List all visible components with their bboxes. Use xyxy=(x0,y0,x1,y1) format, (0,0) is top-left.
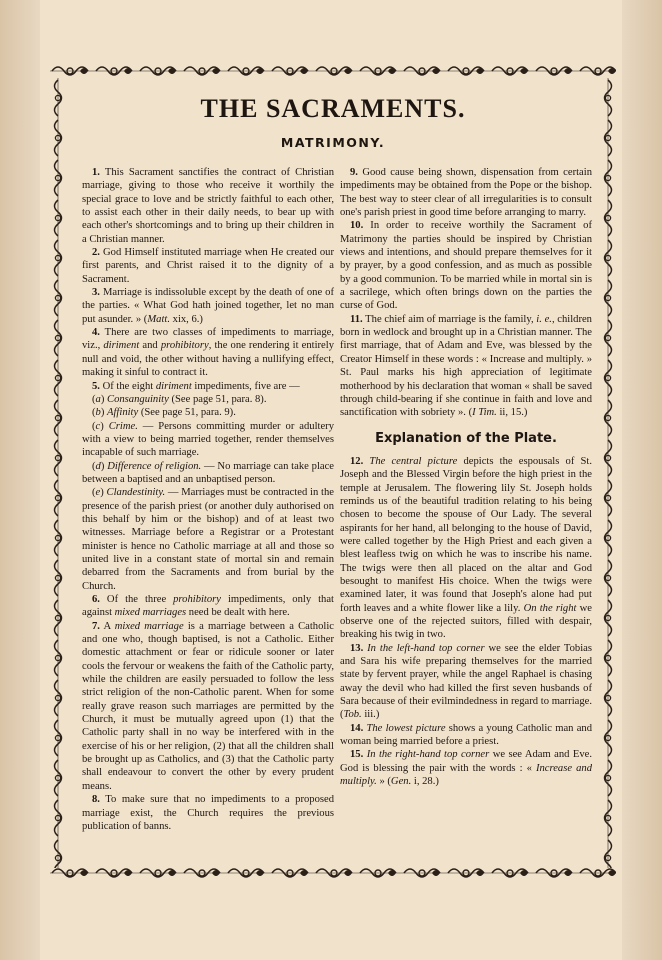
italic-text: prohibitory xyxy=(160,340,209,352)
left-border-ornament xyxy=(50,78,66,868)
paragraph-text: There are two classes of impediments to marriage, viz., xyxy=(82,327,334,352)
paragraph-text: impediments, five are — xyxy=(191,380,300,392)
page-title: THE SACRAMENTS. xyxy=(200,94,466,123)
italic-text: On the right xyxy=(523,602,577,614)
italic-text: e xyxy=(95,487,101,499)
paragraph xyxy=(82,326,334,379)
paragraph-text: (See page 51, para. 8). xyxy=(168,393,267,405)
paragraph-text: ( xyxy=(92,420,96,432)
paragraph-text: ( xyxy=(92,487,96,499)
paragraph xyxy=(82,620,334,793)
paragraph xyxy=(340,455,592,642)
paragraph-number: 12. xyxy=(350,455,364,467)
paragraph-text: (See page 51, para. 9). xyxy=(138,407,236,419)
paragraph xyxy=(340,642,592,722)
italic-text: Affinity xyxy=(107,407,139,419)
italic-text: Clandestinity. xyxy=(106,487,166,499)
paragraph-text: ii, 15.) xyxy=(496,407,528,419)
paragraph-text: ) xyxy=(100,487,107,499)
italic-text: In the left-hand top corner xyxy=(367,642,485,654)
paragraph-number: 10. xyxy=(350,220,364,232)
paragraph-text: ) xyxy=(100,407,108,419)
right-column-upper xyxy=(340,166,592,420)
paragraph-number: 15. xyxy=(350,749,364,761)
paragraph xyxy=(82,393,334,406)
paragraph xyxy=(82,593,334,620)
paragraph-text: To make sure that no impediments to a proposed marriage exist, the Church requires the previous publication of banns. xyxy=(82,794,334,832)
italic-text: Increase and multiply. xyxy=(340,762,592,788)
paragraph-number: 8. xyxy=(92,794,100,806)
paragraph-text: ) xyxy=(100,393,108,405)
paragraph-text: ( xyxy=(92,393,96,405)
italic-text: Consanguinity xyxy=(107,393,169,405)
paragraph-text: In order to receive worthily the Sacrament of Matrimony the parties should be inspired by Christian views and intentions, and should prepare themselves for it by prayer, by a good confession, and as much as possible by a good communion. To be married while in mortal sin is a sacrilege, which often brings down on the parties the curse of God. xyxy=(340,220,592,312)
italic-text: The lowest picture xyxy=(366,722,446,734)
background-left xyxy=(0,0,40,960)
italic-text: d xyxy=(95,460,101,472)
left-text-column xyxy=(82,166,334,833)
plate-heading: Explanation of the Plate. xyxy=(375,430,557,446)
italic-text: c xyxy=(95,420,101,432)
paragraph xyxy=(340,722,592,749)
paragraph-text: we see Adam and Eve. God is blessing the pair with the words : « xyxy=(340,749,592,774)
paragraph-number: 2. xyxy=(92,247,100,259)
paragraph-number: 14. xyxy=(350,722,364,734)
ornamental-frame xyxy=(50,60,616,884)
italic-text: i. e. xyxy=(536,313,552,325)
section-subtitle: MATRIMONY. xyxy=(280,135,386,150)
italic-text: b xyxy=(95,407,101,419)
paragraph-text: — Persons committing murder or adultery with a view to being married together, render themselves incapable of such marriage. xyxy=(82,420,334,459)
italic-text: Gen. xyxy=(390,776,412,788)
paragraph-number: 4. xyxy=(92,327,100,339)
paragraph xyxy=(82,380,334,393)
italic-text: diriment xyxy=(103,340,140,352)
paragraph-text: Of the eight xyxy=(102,380,156,392)
page-content xyxy=(68,84,598,858)
paragraph-text: xix, 6.) xyxy=(170,313,203,325)
paragraph-text: — No marriage can take place between a baptised and an unbaptised person. xyxy=(82,460,334,485)
italic-text: mixed marriages xyxy=(114,607,187,619)
paragraph-text: we see the elder Tobias and Sara his wife preparing themselves for the married state by fervent prayer, while the angel Raphael is chasing away the devil who had killed the first seven husbands of Sara because of their evilmindedness in regard to marriage. ( xyxy=(340,642,592,721)
italic-text: In the right-hand top corner xyxy=(366,749,490,761)
paragraph-text: — Marriages must be contracted in the presence of the parish priest (or another duly authorised on this behalf by him or the bishop) and of at least two witnesses. Marriage before a Registrar or a Protestant minister is hence no Catholic marriage at all and those so united live in a constant state of mortal sin and remain debarred from the Sacraments and from burial by the Church. xyxy=(82,487,334,592)
paragraph xyxy=(82,793,334,833)
paragraph-text: is a marriage between a Catholic and one who, though baptised, is not a Catholic. Either domestic attachment or fear or ridicule sooner or later cools the fervour or weakens the faith of the Catholic party, while the children are easily persuaded to follow the less strict religion of the non-Catholic parent. When for some really grave reason such marriages are permitted by the Church, it must be mutually agreed upon (1) that the Catholic party shall in no way be interfered with in the exercise of his or her religion, (2) that all the children shall be brought up as Catholics, and (3) that the Catholic party shall endeavour to convert the other by every prudent means. xyxy=(82,620,335,792)
right-column-plate-paragraphs xyxy=(340,455,592,789)
right-border-ornament xyxy=(600,78,616,868)
paragraph-text: God Himself instituted marriage when He created our first parents, and Christ raised it to the dignity of a Sacrament. xyxy=(82,247,334,285)
paragraph-text: Good cause being shown, dispensation from certain impediments may be obtained from the Pope or the bishop. The best way to steer clear of all irregularities is to consult one's parish priest in good time before arranging to marry. xyxy=(340,167,592,219)
paragraph xyxy=(82,166,334,246)
italic-text: mixed marriage xyxy=(114,620,184,632)
paragraph-number: 11. xyxy=(350,313,363,325)
italic-text: The central picture xyxy=(369,455,458,467)
paragraph-text: Of the three xyxy=(106,594,174,605)
paragraph xyxy=(82,486,334,593)
paragraph-number: 9. xyxy=(350,167,358,178)
italic-text: I Tim. xyxy=(472,407,497,419)
italic-text: Tob. xyxy=(343,709,362,721)
paragraph-text: ) xyxy=(100,420,109,432)
paragraph xyxy=(82,286,334,326)
paragraph xyxy=(340,219,592,312)
paragraph-text: ) xyxy=(100,460,108,472)
italic-text: prohibitory xyxy=(173,594,221,605)
paragraph-number: 3. xyxy=(92,287,100,299)
italic-text: Difference of religion. xyxy=(107,460,202,472)
paragraph-text: ( xyxy=(92,460,96,472)
italic-text: a xyxy=(95,393,101,405)
paragraph xyxy=(82,420,334,460)
paragraph-number: 6. xyxy=(92,594,100,605)
paragraph-text: The chief aim of marriage is the family, xyxy=(365,313,537,325)
paragraph xyxy=(82,406,334,419)
italic-text: diriment xyxy=(155,380,192,392)
paragraph xyxy=(82,246,334,286)
paragraph xyxy=(340,166,592,219)
paragraph-text: we observe one of the rejected suitors, filled with despair, breaking his twig in two. xyxy=(340,602,592,641)
paragraph-number: 5. xyxy=(92,380,100,392)
paragraph-text: , children born in wedlock and brought up in a Christian manner. The first marriage, that of Adam and Eve, was blessed by the Creator Himself in these words : « Increase and multiply. » St. Paul marks his high appreciation of legitimate motherhood by his declaration that woman « shall be saved through child-bearing if she continue in faith and love and sanctification with sobriety ». ( xyxy=(340,313,592,419)
paragraph xyxy=(340,748,592,788)
paragraph-text: impediments, only that against xyxy=(82,594,334,619)
paragraph-text: ( xyxy=(92,407,96,419)
paragraph-text: need be dealt with here. xyxy=(186,607,290,619)
bottom-border-ornament xyxy=(50,862,616,884)
paragraph-number: 1. xyxy=(92,167,100,178)
right-text-column xyxy=(340,166,592,788)
paragraph xyxy=(82,460,334,487)
paragraph xyxy=(340,313,592,420)
top-border-ornament xyxy=(50,60,616,82)
paragraph-text: depicts the espousals of St. Joseph and the Blessed Virgin before the high priest in the temple at Jerusalem. The flowering lily St. Joseph holds reminds us of the beautiful tradition relating to his being chosen to become the spouse of Our Lady. The several aspirants for her hand, all belonging to the house of David, were called together by the High Priest and each given a blest leafless twig on which he was to inscribe his name. The twigs were then all placed on the altar and God besought to manifest His choice. When the twigs were examined later, it was found that Joseph's alone had put forth leaves and a white flower like a lily. xyxy=(340,455,592,614)
paragraph-text: shows a young Catholic man and woman being married before a priest. xyxy=(340,722,592,748)
paragraph-text: A xyxy=(103,620,115,632)
paragraph-text: and xyxy=(139,340,161,352)
paragraph-text: Marriage is indissoluble except by the death of one of the parties. « What God hath joined together, let no man put asunder. » ( xyxy=(82,287,334,325)
paragraph-text: i, 28.) xyxy=(411,776,439,788)
paragraph-text: iii.) xyxy=(361,709,380,721)
paragraph-number: 13. xyxy=(350,642,364,654)
italic-text: Crime. xyxy=(108,420,138,432)
paragraph-text: » ( xyxy=(376,776,391,788)
paragraph-text: This Sacrament sanctifies the contract of Christian marriage, giving to those who receive it worthily the special grace to love and be strictly faithful to each other, to assist each other in their daily needs, to bear up with each other's shortcomings and to bring up their children in a Christian manner. xyxy=(82,167,334,245)
paragraph-text: , the one rendering it entirely null and void, the other without having a nullifying effect, making it sinful to contract it. xyxy=(82,340,335,379)
paragraph-number: 7. xyxy=(92,620,100,632)
background-right xyxy=(622,0,662,960)
italic-text: Matt. xyxy=(147,313,170,325)
